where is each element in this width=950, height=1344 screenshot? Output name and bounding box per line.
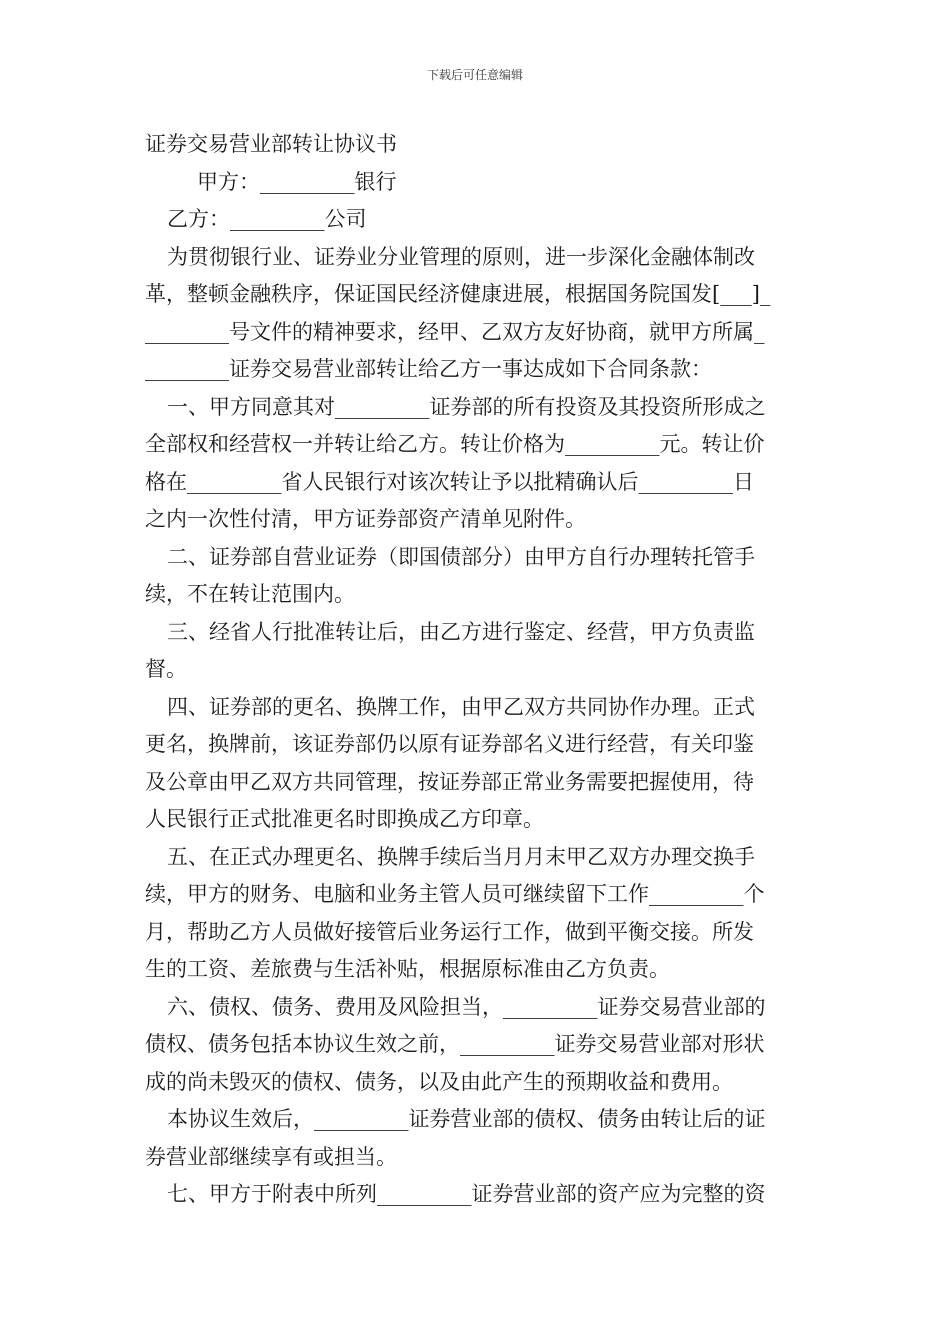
clause-6-supplement-line: 券营业部继续享有或担当。 [145,1144,397,1169]
clause-1-line: 全部权和经营权一并转让给乙方。转让价格为_________元。转让价 [145,432,765,456]
clause-6-line: 成的尚未毁灭的债权、债务，以及由此产生的预期收益和费用。 [145,1069,733,1094]
party-b-line: 乙方：_________公司 [167,207,367,231]
clause-5-line: 月，帮助乙方人员做好接管后业务运行工作，做到平衡交接。所发 [145,919,754,944]
clause-5-line: 五、在正式办理更名、换牌手续后当月月末甲乙双方办理交换手 [167,844,755,869]
clause-6-line: 六、债权、债务、费用及风险担当，_________证券交易营业部的 [167,994,766,1019]
clause-5-line: 续，甲方的财务、电脑和业务主管人员可继续留下工作_________个 [145,882,765,906]
clause-5-line: 生的工资、差旅费与生活补贴，根据原标准由乙方负责。 [145,957,670,981]
clause-1-line: 格在_________省人民银行对该次转让予以批精确认后_________日 [145,469,754,494]
clause-4-line: 人民银行正式批准更名时即换成乙方印章。 [145,807,544,831]
preamble-line: ________号文件的精神要求，经甲、乙双方友好协商，就甲方所属_ [145,319,765,344]
clause-7-line: 七、甲方于附表中所列_________证券营业部的资产应为完整的资 [167,1182,766,1206]
clause-1-line: 一、甲方同意其对_________证券部的所有投资及其投资所形成之 [167,394,766,419]
clause-3-line: 三、经省人行批准转让后，由乙方进行鉴定、经营，甲方负责监 [167,619,755,644]
preamble-line: 为贯彻银行业、证券业分业管理的原则，进一步深化金融体制改 [167,244,755,269]
clause-4-line: 四、证券部的更名、换牌工作，由甲乙双方共同协作办理。正式 [167,694,755,719]
document-title: 证券交易营业部转让协议书 [145,132,397,156]
party-a-line: 甲方：_________银行 [197,169,397,194]
clause-1-line: 之内一次性付清，甲方证券部资产清单见附件。 [145,507,586,531]
preamble-line: 革，整顿金融秩序，保证国民经济健康进展，根据国务院国发[___]_ [145,282,771,306]
clause-2-line: 续，不在转让范围内。 [145,582,355,606]
clause-3-line: 督。 [145,657,187,681]
clause-4-line: 更名，换牌前，该证券部仍以原有证券部名义进行经营，有关印鉴 [145,732,754,756]
clause-6-supplement-line: 本协议生效后，_________证券营业部的债权、债务由转让后的证 [167,1107,766,1131]
clause-2-line: 二、证券部自营业证券（即国债部分）由甲方自行办理转托管手 [167,544,755,569]
clause-6-line: 债权、债务包括本协议生效之前，_________证券交易营业部对形状 [145,1032,765,1056]
page-header-note: 下载后可任意编辑 [426,68,523,82]
clause-4-line: 及公章由甲乙双方共同管理，按证券部正常业务需要把握使用，待 [145,769,754,794]
preamble-line: ________证券交易营业部转让给乙方一事达成如下合同条款： [145,357,712,381]
document-body [145,126,810,1214]
